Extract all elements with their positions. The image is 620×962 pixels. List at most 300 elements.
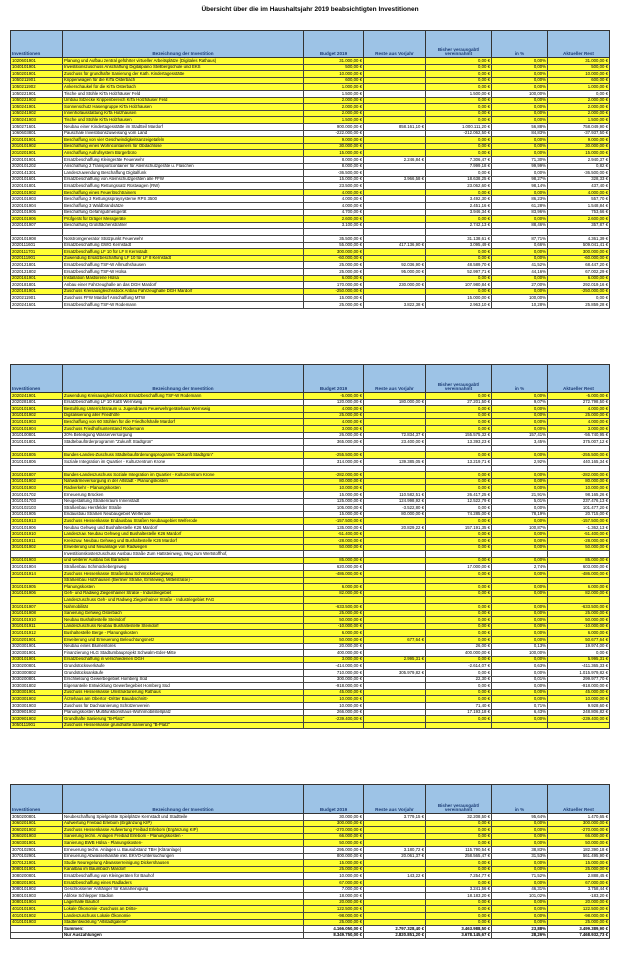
table-row — [11, 906, 610, 913]
cell-budget-2019: 15.000,00 € — [304, 860, 364, 867]
cell-budget-2019: 35.500,00 € — [304, 236, 364, 243]
cell-carryover — [364, 222, 426, 229]
cell-description: Ersatzbeschaffung LF 10 KatS Wernswig — [63, 399, 304, 406]
cell-description: Grundstücksverkäufe — [63, 663, 304, 670]
cell-investment-number: 3010101903 — [11, 485, 63, 492]
cell-investment-number: 2010101902 — [11, 143, 63, 150]
total-carryover: 2.820.851,20 € — [364, 932, 426, 939]
cell-spent: 0,00 € — [426, 97, 492, 104]
cell-spent: 0,00 € — [426, 860, 492, 867]
cell-carryover: 858.161,10 € — [364, 123, 426, 130]
table-row — [11, 511, 610, 518]
cell-investment-number: 3060301901 — [11, 840, 63, 847]
table-row — [11, 873, 610, 880]
cell-spent: 107.980,84 € — [426, 282, 492, 289]
cell-description: Sonnenschutz Hasengruppe KiTa Holzhausen — [63, 104, 304, 111]
table-row — [11, 689, 610, 696]
cell-percent: 0,00% — [492, 288, 548, 295]
cell-budget-2019: -250.000,00 € — [304, 288, 364, 295]
cell-remaining: 25.000,00 € — [548, 610, 610, 617]
cell-description: Pauschale Investitionszuweisung vom Land — [63, 130, 304, 137]
cell-remaining: -270.000,00 € — [548, 827, 610, 834]
cell-percent: 0,00% — [492, 617, 548, 624]
table-row — [11, 485, 610, 492]
cell-description: Ersatzbeschaffung von Atemschutzgeräten alle FFW — [63, 176, 304, 183]
table-row — [11, 255, 610, 262]
cell-spent — [426, 445, 492, 452]
totals-row — [11, 926, 610, 933]
cell-carryover — [364, 275, 426, 282]
table-row — [11, 137, 610, 144]
cell-spent: 0,00 € — [426, 104, 492, 111]
cell-remaining: 248.806,82 € — [548, 709, 610, 716]
column-header-budget-2019: Budget 2019 — [304, 785, 364, 814]
cell-percent: 0,00% — [492, 97, 548, 104]
cell-remaining: 10.000,00 € — [548, 485, 610, 492]
cell-spent: 0,00 € — [426, 255, 492, 262]
cell-carryover — [364, 485, 426, 492]
table-row — [11, 584, 610, 591]
cell-investment-number: 2020101904 — [11, 203, 63, 210]
table-row — [11, 445, 610, 452]
cell-percent: 9,07% — [492, 399, 548, 406]
cell-remaining: 300.000,00 € — [548, 249, 610, 256]
cell-description: Radverkehr - Planungskosten — [63, 485, 304, 492]
cell-remaining: 600,00 € — [548, 77, 610, 84]
cell-description: Ersatzbeschaffung GWG Kernstadt — [63, 242, 304, 249]
cell-spent: 0,00 € — [426, 827, 492, 834]
cell-budget-2019 — [304, 229, 364, 236]
cell-carryover — [364, 584, 426, 591]
cell-carryover — [364, 209, 426, 216]
cell-carryover: -3.522,80 € — [364, 505, 426, 512]
cell-percent: 0,00% — [492, 571, 548, 578]
cell-budget-2019 — [304, 445, 364, 452]
cell-carryover — [364, 478, 426, 485]
cell-budget-2019: 710.000,00 € — [304, 669, 364, 676]
cell-description: Investitionszuschuss Anschaffung Digitalpiano Stellbergschule und EKS — [63, 64, 304, 71]
cell-remaining: -255.500,00 € — [548, 452, 610, 459]
cell-remaining: 50.000,00 € — [548, 617, 610, 624]
cell-description — [63, 445, 304, 452]
cell-carryover: 2.246,84 € — [364, 156, 426, 163]
cell-remaining: 122.500,00 € — [548, 906, 610, 913]
cell-budget-2019: 50.000,00 € — [304, 617, 364, 624]
cell-investment-number: 3030301903 — [11, 702, 63, 709]
cell-remaining: -36.500,00 € — [548, 170, 610, 177]
cell-remaining: 31.000,00 € — [548, 58, 610, 65]
cell-investment-number: 3010101913 — [11, 518, 63, 525]
column-header-spent: Bisher verausgabt/ vereinnahmt — [426, 785, 492, 814]
cell-remaining: -10.000,00 € — [548, 623, 610, 630]
header-row — [11, 31, 610, 58]
total-percent: 28,26% — [492, 932, 548, 939]
cell-percent: 44,16% — [492, 269, 548, 276]
cell-carryover — [364, 919, 426, 926]
total-carryover: 2.797.328,40 € — [364, 926, 426, 933]
table-row — [11, 531, 610, 538]
cell-percent: 6,43% — [492, 709, 548, 716]
cell-spent: 7.999,18 € — [426, 163, 492, 170]
cell-carryover — [364, 879, 426, 886]
cell-investment-number: 2020101908 — [11, 236, 63, 243]
cell-percent: 0,00% — [492, 71, 548, 78]
cell-description: Beschaffung eines Wohncontainers für Obdachlose — [63, 143, 304, 150]
cell-carryover — [364, 393, 426, 400]
cell-spent: 17.193,18 € — [426, 709, 492, 716]
cell-percent: 0,00% — [492, 584, 548, 591]
cell-remaining: 299.977,70 € — [548, 676, 610, 683]
cell-description: Stadtentwicklung "Altstadtgalerie" — [63, 919, 304, 926]
table-row — [11, 636, 610, 643]
cell-spent: 0,00 € — [426, 590, 492, 597]
cell-carryover — [364, 130, 426, 137]
cell-description: Erneuerung techn. Anlagen u. Bausubstanz TBH (Kläranlage) — [63, 846, 304, 853]
cell-investment-number: 2020161901 — [11, 275, 63, 282]
cell-carryover — [364, 557, 426, 564]
cell-budget-2019: 400.000,00 € — [304, 650, 364, 657]
cell-remaining: 328,33 € — [548, 176, 610, 183]
cell-investment-number: 3010201901 — [11, 636, 63, 643]
cell-budget-2019 — [304, 722, 364, 729]
cell-carryover: 305.979,82 € — [364, 669, 426, 676]
cell-carryover — [364, 893, 426, 900]
cell-percent: 0,00% — [492, 827, 548, 834]
cell-remaining: 82.000,00 € — [548, 590, 610, 597]
table-row — [11, 491, 610, 498]
cell-budget-2019: 7.000,00 € — [304, 886, 364, 893]
cell-percent: 0,00% — [492, 544, 548, 551]
cell-remaining: 67.002,29 € — [548, 269, 610, 276]
cell-investment-number: 3010101904 — [11, 425, 63, 432]
cell-remaining: 15.000,00 € — [548, 150, 610, 157]
table-row — [11, 846, 610, 853]
cell-investment-number: 2020281801 — [11, 399, 63, 406]
cell-spent: 0,00 € — [426, 425, 492, 432]
cell-carryover — [364, 840, 426, 847]
cell-investment-number: 2020101903 — [11, 196, 63, 203]
cell-spent: 0,00 € — [426, 478, 492, 485]
cell-remaining: 50.677,64 € — [548, 636, 610, 643]
cell-carryover — [364, 236, 426, 243]
cell-remaining: 1.548,84 € — [548, 203, 610, 210]
cell-budget-2019: -157.500,00 € — [304, 518, 364, 525]
cell-budget-2019: 9.000,00 € — [304, 137, 364, 144]
cell-description: Soziale Integration im Quartier - Kulturzentrum Krone — [63, 458, 304, 465]
cell-remaining: 20.000,00 € — [548, 899, 610, 906]
table-row — [11, 439, 610, 446]
cell-remaining: 20.715,00 € — [548, 511, 610, 518]
cell-percent — [492, 577, 548, 584]
cell-carryover — [364, 196, 426, 203]
table-row — [11, 170, 610, 177]
cell-budget-2019: 122.500,00 € — [304, 906, 364, 913]
cell-spent: 0,00 € — [426, 472, 492, 479]
cell-carryover — [364, 183, 426, 190]
cell-budget-2019: -36.500,00 € — [304, 170, 364, 177]
cell-budget-2019: 67.000,00 € — [304, 879, 364, 886]
cell-budget-2019: 1.500,00 € — [304, 117, 364, 124]
cell-carryover — [364, 571, 426, 578]
cell-spent: 48.589,70 € — [426, 262, 492, 269]
cell-remaining: 80.000,00 € — [548, 478, 610, 485]
cell-carryover: 180.000,00 € — [364, 399, 426, 406]
cell-description: Beschaffung von vier Geschwindigkeitsanzeigetafeln — [63, 137, 304, 144]
cell-budget-2019: 8.000,00 € — [304, 163, 364, 170]
cell-budget-2019: 6.000,00 € — [304, 275, 364, 282]
table-row — [11, 722, 610, 729]
cell-remaining: -56.740,95 € — [548, 432, 610, 439]
cell-budget-2019: 1.000,00 € — [304, 84, 364, 91]
cell-budget-2019: 10.000,00 € — [304, 873, 364, 880]
cell-carryover — [364, 419, 426, 426]
cell-remaining — [548, 551, 610, 558]
cell-percent: 101,02% — [492, 893, 548, 900]
cell-remaining: 2.000,00 € — [548, 97, 610, 104]
cell-description: Zuwendung Ersatzbeschaffung LF 10 für LF 8 Kernstadt — [63, 255, 304, 262]
cell-budget-2019: -486.000,00 € — [304, 571, 364, 578]
cell-investment-number: 3020301901 — [11, 650, 63, 657]
cell-description: Erweiterung und Erneuerung Beleuchtungsnetz — [63, 636, 304, 643]
cell-carryover — [364, 452, 426, 459]
cell-investment-number: 2020241601 — [11, 301, 63, 308]
cell-budget-2019: 900.000,00 € — [304, 123, 364, 130]
cell-carryover — [364, 84, 426, 91]
cell-remaining: 10.000,00 € — [548, 696, 610, 703]
cell-remaining: -60.000,00 € — [548, 255, 610, 262]
cell-spent: 0,00 € — [426, 64, 492, 71]
cell-remaining: 292.019,16 € — [548, 282, 610, 289]
cell-carryover — [364, 663, 426, 670]
table-row — [11, 709, 610, 716]
cell-carryover — [364, 544, 426, 551]
cell-spent: 0,00 € — [426, 137, 492, 144]
cell-remaining: 67.000,00 € — [548, 879, 610, 886]
cell-investment-number: 3010101910 — [11, 617, 63, 624]
cell-description: Neubeschaffung Spielgeräte Spielplätze Kernstadt und Stadtteile — [63, 814, 304, 821]
cell-remaining: 0,00 € — [548, 295, 610, 302]
table-row — [11, 130, 610, 137]
cell-investment-number: 2020121801 — [11, 262, 63, 269]
cell-remaining — [548, 445, 610, 452]
cell-percent: 0,00% — [492, 696, 548, 703]
cell-description: Planung und Aufbau zentral geführter virtueller Arbeitsplätze (Digitales Rathaus) — [63, 58, 304, 65]
cell-remaining: 25.000,00 € — [548, 919, 610, 926]
cell-carryover — [364, 71, 426, 78]
cell-remaining: 15.000,00 € — [548, 860, 610, 867]
table-row — [11, 262, 610, 269]
cell-budget-2019: 8.000,00 € — [304, 156, 364, 163]
cell-investment-number: 2020101202 — [11, 163, 63, 170]
cell-budget-2019: 4.000,00 € — [304, 203, 364, 210]
cell-investment-number: 2020181801 — [11, 282, 63, 289]
cell-percent: 0,00% — [492, 906, 548, 913]
cell-remaining: 753,66 € — [548, 209, 610, 216]
cell-budget-2019: 3.000,00 € — [304, 656, 364, 663]
cell-remaining: 1.000,00 € — [548, 84, 610, 91]
cell-percent: 95,64% — [492, 814, 548, 821]
cell-description: Beschaffung von 60 Stühlen für die Friedhofshalle Mardorf — [63, 419, 304, 426]
total-description: Nur Auszahlungen — [63, 932, 304, 939]
table-row — [11, 196, 610, 203]
cell-investment-number: 3010102103 — [11, 505, 63, 512]
cell-description: Anschaffung Aufrufsystem Bürgerbüro — [63, 150, 304, 157]
cell-investment-number: 3030301901 — [11, 689, 63, 696]
cell-budget-2019: 25.000,00 € — [304, 262, 364, 269]
cell-investment-number: 3010101903 — [11, 419, 63, 426]
cell-budget-2019: 50.000,00 € — [304, 636, 364, 643]
cell-investment-number: 3010101807 — [11, 472, 63, 479]
cell-percent: 0,00% — [492, 919, 548, 926]
cell-description: Prüfgerät für Dräger Messgeräte — [63, 216, 304, 223]
cell-spent: 0,00 € — [426, 617, 492, 624]
cell-description: Tische und Stühle KiTa Holzhausen — [63, 117, 304, 124]
table-row — [11, 604, 610, 611]
cell-carryover — [364, 827, 426, 834]
cell-percent — [492, 597, 548, 604]
cell-description: Grundhafte Sanierung "B-Platz" — [63, 716, 304, 723]
column-header-remaining: Aktueller Rest — [548, 785, 610, 814]
cell-remaining: 2.600,00 € — [548, 216, 610, 223]
cell-description: Aufwertung Freibad Erlebom (Ergänzung KIP) — [63, 820, 304, 827]
cell-description: Anschaffung 2 Transportcontainer für Atemschutzgeräte u. Flaschen — [63, 163, 304, 170]
cell-remaining: 1.470,65 € — [548, 814, 610, 821]
cell-percent: 0,00% — [492, 249, 548, 256]
table-row — [11, 827, 610, 834]
cell-carryover — [364, 445, 426, 452]
cell-investment-number: 3010101703 — [11, 498, 63, 505]
cell-spent: 0,00 € — [426, 623, 492, 630]
column-header-remaining: Aktueller Rest — [548, 365, 610, 393]
cell-description: Endausbau Straßen Neubaugebiet Welferode — [63, 511, 304, 518]
cell-remaining: 9.928,60 € — [548, 702, 610, 709]
table-row — [11, 282, 610, 289]
cell-budget-2019: 85.000,00 € — [304, 557, 364, 564]
cell-spent: 26.417,25 € — [426, 491, 492, 498]
cell-spent: 258.565,47 € — [426, 853, 492, 860]
cell-description: Installation Mastsirene Hülsa — [63, 275, 304, 282]
cell-investment-number: 3010101902 — [11, 412, 63, 419]
table-row — [11, 696, 610, 703]
cell-budget-2019: 4.000,00 € — [304, 406, 364, 413]
cell-percent: 10,28% — [492, 301, 548, 308]
cell-investment-number: 1060603801 — [11, 130, 63, 137]
cell-budget-2019: 4.000,00 € — [304, 419, 364, 426]
cell-investment-number: 3010101904 — [11, 564, 63, 571]
cell-description: Zuschuss für grundhafte Sanierung der Kath. Kindertagesstätte — [63, 71, 304, 78]
cell-spent: 400.000,00 € — [426, 650, 492, 657]
cell-remaining: 272.798,50 € — [548, 399, 610, 406]
cell-budget-2019: -414.000,00 € — [304, 663, 364, 670]
cell-investment-number: 2020101601 — [11, 176, 63, 183]
cell-carryover — [364, 676, 426, 683]
cell-investment-number: 3070102901 — [11, 846, 63, 853]
cell-carryover — [364, 249, 426, 256]
cell-carryover: 92.036,90 € — [364, 262, 426, 269]
cell-description: Landeszuschuss Neubau Bushaltestelle Steindorf — [63, 623, 304, 630]
cell-percent: 0,00% — [492, 452, 548, 459]
cell-investment-number: 1050211901 — [11, 77, 63, 84]
table-row — [11, 406, 610, 413]
cell-spent: 7.254,77 € — [426, 873, 492, 880]
table-row — [11, 203, 610, 210]
cell-description: Ersatzbeschaffung von Kleingeräten für Bauhof — [63, 873, 304, 880]
cell-remaining: 19.974,00 € — [548, 643, 610, 650]
column-header-description: Bezeichnung der Investition — [63, 365, 304, 393]
cell-investment-number: 3010101901 — [11, 406, 63, 413]
cell-spent — [426, 229, 492, 236]
cell-percent: 0,00% — [492, 860, 548, 867]
cell-remaining: 2.000,00 € — [548, 104, 610, 111]
table-row — [11, 610, 610, 617]
cell-remaining: -51.400,00 € — [548, 531, 610, 538]
cell-description: Sanierung BWB Hülsa - Planungskosten- — [63, 840, 304, 847]
cell-percent: 0,00% — [492, 683, 548, 690]
cell-spent: 0,00 € — [426, 275, 492, 282]
cell-description: Straßenbau Schmückebergsweg — [63, 564, 304, 571]
cell-remaining: 182.390,18 € — [548, 846, 610, 853]
cell-percent: 71,52% — [492, 873, 548, 880]
cell-spent: 2.451,16 € — [426, 203, 492, 210]
column-header-carryover: Reste aus Vorjahr — [364, 785, 426, 814]
cell-budget-2019 — [304, 577, 364, 584]
table-row — [11, 630, 610, 637]
cell-budget-2019: 800.000,00 € — [304, 853, 364, 860]
cell-investment-number: 2020101906 — [11, 216, 63, 223]
table-row — [11, 617, 610, 624]
cell-budget-2019: -633.500,00 € — [304, 604, 364, 611]
cell-description: Landeszuschuss Geh- und Radweg Ziegenhainer Straße - Industriegebiet FAG — [63, 597, 304, 604]
table-row — [11, 840, 610, 847]
cell-description: Sanierung techn. Anlagen Freibad Erlebom - Planungskosten - — [63, 833, 304, 840]
table-row — [11, 465, 610, 472]
cell-description: Neugestaltung Straßenraum Innenstadt — [63, 498, 304, 505]
table-row — [11, 419, 610, 426]
table-row — [11, 104, 610, 111]
cell-spent: 0,00 € — [426, 604, 492, 611]
cell-investment-number: 2020101902 — [11, 189, 63, 196]
table-row — [11, 288, 610, 295]
cell-spent: 0,00 € — [426, 584, 492, 591]
cell-investment-number: 2020241901 — [11, 393, 63, 400]
table-row — [11, 242, 610, 249]
cell-investment-number: 1050241903 — [11, 117, 63, 124]
cell-percent: 56,88% — [492, 123, 548, 130]
cell-carryover: 3.779,15 € — [364, 814, 426, 821]
cell-percent: 41,52% — [492, 262, 548, 269]
cell-spent: 0,00 € — [426, 833, 492, 840]
cell-percent: 0,63% — [492, 663, 548, 670]
cell-spent: 0,00 € — [426, 696, 492, 703]
cell-carryover — [364, 137, 426, 144]
cell-percent: 0,00% — [492, 110, 548, 117]
cell-investment-number: 3030301802 — [11, 683, 63, 690]
cell-carryover — [364, 406, 426, 413]
cell-percent: 0,00% — [492, 170, 548, 177]
cell-percent: 0,00% — [492, 604, 548, 611]
table-row — [11, 551, 610, 558]
cell-budget-2019: -5.000,00 € — [304, 393, 364, 400]
cell-carryover — [364, 722, 426, 729]
cell-carryover — [364, 117, 426, 124]
cell-budget-2019: 266.000,00 € — [304, 709, 364, 716]
cell-percent: 31,53% — [492, 853, 548, 860]
table-row — [11, 472, 610, 479]
cell-carryover — [364, 170, 426, 177]
cell-spent: 0,00 € — [426, 452, 492, 459]
cell-percent: 83,96% — [492, 209, 548, 216]
cell-carryover — [364, 899, 426, 906]
